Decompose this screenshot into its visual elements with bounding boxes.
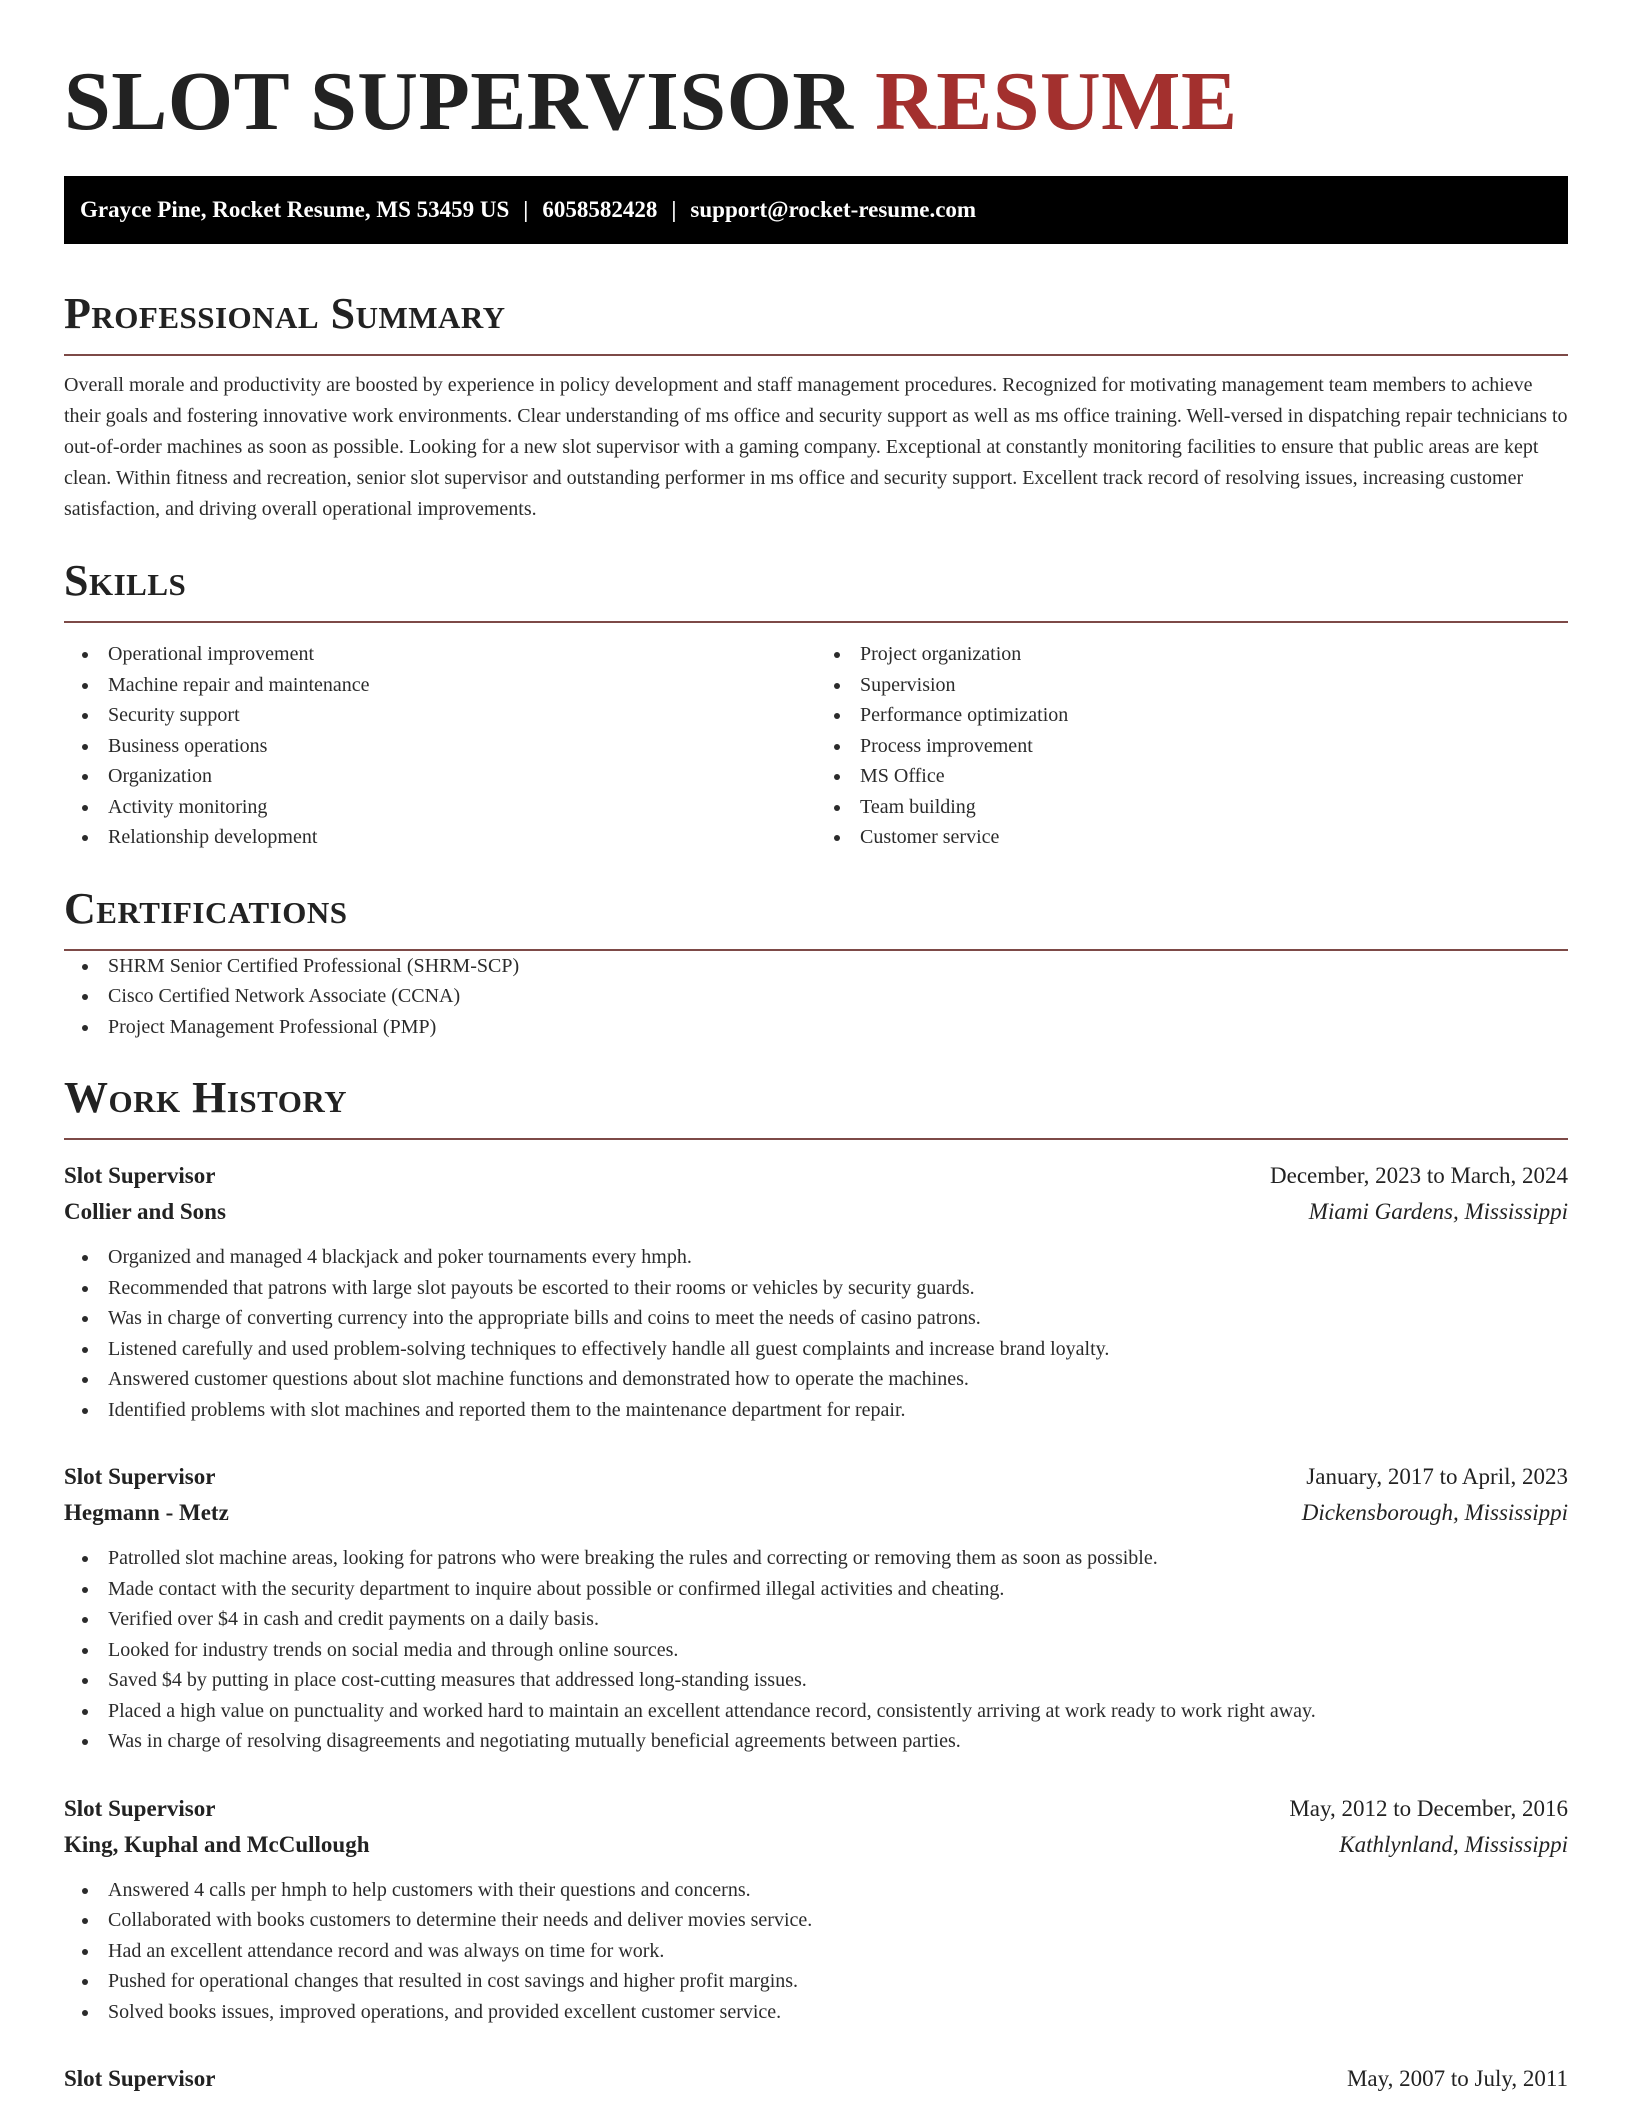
skills-column-right [816,639,1568,853]
job-title: Slot Supervisor [64,1795,216,1821]
skill-item: Performance optimization [816,700,1568,731]
job-dates: December, 2023 to March, 2024 [1270,1163,1568,1188]
job-company: King, Kuphal and McCullough [64,1831,370,1857]
contact-separator: | [523,197,529,222]
job-entry [64,1459,1568,1757]
job-duty-item: Looked for industry trends on social media and through online sources. [64,1635,1568,1666]
job-title: Slot Supervisor [64,1163,216,1188]
skills-list-left [64,639,816,853]
job-duty-item: Saved $4 by putting in place cost-cutting measures that addressed long-standing issues. [64,1665,1568,1696]
job-location: Kathlynland, Mississippi [1339,1831,1568,1857]
job-header-row [64,1459,1568,1495]
certification-item: SHRM Senior Certified Professional (SHRM-SCP) [64,951,1568,982]
job-duty-item: Recommended that patrons with large slot payouts be escorted to their rooms or vehicles by security guards. [64,1273,1568,1304]
job-duty-item: Was in charge of resolving disagreements and negotiating mutually beneficial agreements between parties. [64,1726,1568,1757]
job-duties-list [64,1543,1568,1757]
job-duty-item: Was in charge of converting currency into the appropriate bills and coins to meet the needs of casino patrons. [64,1303,1568,1334]
skill-item: Process improvement [816,731,1568,762]
job-dates: May, 2012 to December, 2016 [1289,1795,1568,1821]
work-history-heading: Work History [64,1072,1568,1140]
skill-item: Business operations [64,731,816,762]
skill-item: Customer service [816,822,1568,853]
skill-item: Relationship development [64,822,816,853]
skill-item: Activity monitoring [64,792,816,823]
skill-item: Security support [64,700,816,731]
skills-column-left [64,639,816,853]
job-header-row [64,1158,1568,1194]
summary-heading: Professional Summary [64,288,1568,356]
job-duty-item: Verified over $4 in cash and credit payments on a daily basis. [64,1604,1568,1635]
job-company: Collier and Sons [64,1199,226,1224]
job-duties-list [64,1875,1568,2028]
job-company-row [64,1827,1568,1863]
job-duty-item: Answered 4 calls per hmph to help customers with their questions and concerns. [64,1875,1568,1906]
summary-text: Overall morale and productivity are boosted by experience in policy development and staff management procedures. Recognized for motivating management team members to achieve their goals and fostering innovative work environments. Clear understanding of ms office and security support as well as ms office training. Well-versed in dispatching repair technicians to out-of-order machines as soon as possible. Looking for a new slot supervisor with a gaming company. Exceptional at constantly monitoring facilities to ensure that public areas are kept clean. Within fitness and recreation, senior slot supervisor and outstanding performer in ms office and security support. Excellent track record of resolving issues, increasing customer satisfaction, and driving overall operational improvements. [64,374,1568,520]
job-duties-list [64,1242,1568,1425]
contact-phone: 6058582428 [542,197,658,222]
job-duty-item: Identified problems with slot machines and reported them to the maintenance department for repair. [64,1395,1568,1426]
contact-separator: | [671,197,677,222]
skill-item: Team building [816,792,1568,823]
skill-item: MS Office [816,761,1568,792]
contact-bar [64,176,1568,244]
job-dates: January, 2017 to April, 2023 [1306,1464,1568,1489]
title-main: SLOT SUPERVISOR [64,55,854,148]
job-duty-item: Organized and managed 4 blackjack and poker tournaments every hmph. [64,1242,1568,1273]
job-entry [64,1791,1568,2028]
job-title: Slot Supervisor [64,2066,216,2091]
job-location: Dickensborough, Mississippi [1301,1500,1568,1525]
page-title [64,0,1568,152]
job-entry [64,1158,1568,1425]
job-duty-item: Made contact with the security department to inquire about possible or confirmed illegal activities and cheating. [64,1574,1568,1605]
certification-item: Project Management Professional (PMP) [64,1012,1568,1043]
job-duty-item: Answered customer questions about slot machine functions and demonstrated how to operate the machines. [64,1364,1568,1395]
skill-item: Organization [64,761,816,792]
job-duty-item: Listened carefully and used problem-solving techniques to effectively handle all guest complaints and increase brand loyalty. [64,1334,1568,1365]
title-accent: RESUME [875,55,1238,148]
job-company-row [64,1194,1568,1230]
job-duty-item: Had an excellent attendance record and was always on time for work. [64,1936,1568,1967]
skill-item: Project organization [816,639,1568,670]
job-duty-item: Patrolled slot machine areas, looking for patrons who were breaking the rules and correcting or removing them as soon as possible. [64,1543,1568,1574]
job-header-row [64,2061,1568,2097]
job-duty-item: Collaborated with books customers to determine their needs and deliver movies service. [64,1905,1568,1936]
certification-item: Cisco Certified Network Associate (CCNA) [64,981,1568,1012]
contact-address: Grayce Pine, Rocket Resume, MS 53459 US [80,197,510,222]
skill-item: Machine repair and maintenance [64,670,816,701]
skills-grid [64,639,1568,853]
certifications-heading: Certifications [64,883,1568,951]
job-title: Slot Supervisor [64,1464,216,1489]
job-header-row [64,1791,1568,1827]
job-company: Hegmann - Metz [64,1500,229,1525]
job-duty-item: Pushed for operational changes that resulted in cost savings and higher profit margins. [64,1966,1568,1997]
skill-item: Operational improvement [64,639,816,670]
job-dates: May, 2007 to July, 2011 [1346,2066,1568,2091]
skill-item: Supervision [816,670,1568,701]
job-duty-item: Solved books issues, improved operations, and provided excellent customer service. [64,1997,1568,2028]
skills-heading: Skills [64,555,1568,623]
job-entry [64,2061,1568,2097]
contact-email: support@rocket-resume.com [690,197,977,222]
job-location: Miami Gardens, Mississippi [1308,1199,1568,1224]
job-company-row [64,1495,1568,1531]
certifications-list [64,951,1568,1043]
skills-list-right [816,639,1568,853]
job-duty-item: Placed a high value on punctuality and worked hard to maintain an excellent attendance record, consistently arriving at work ready to work right away. [64,1696,1568,1727]
